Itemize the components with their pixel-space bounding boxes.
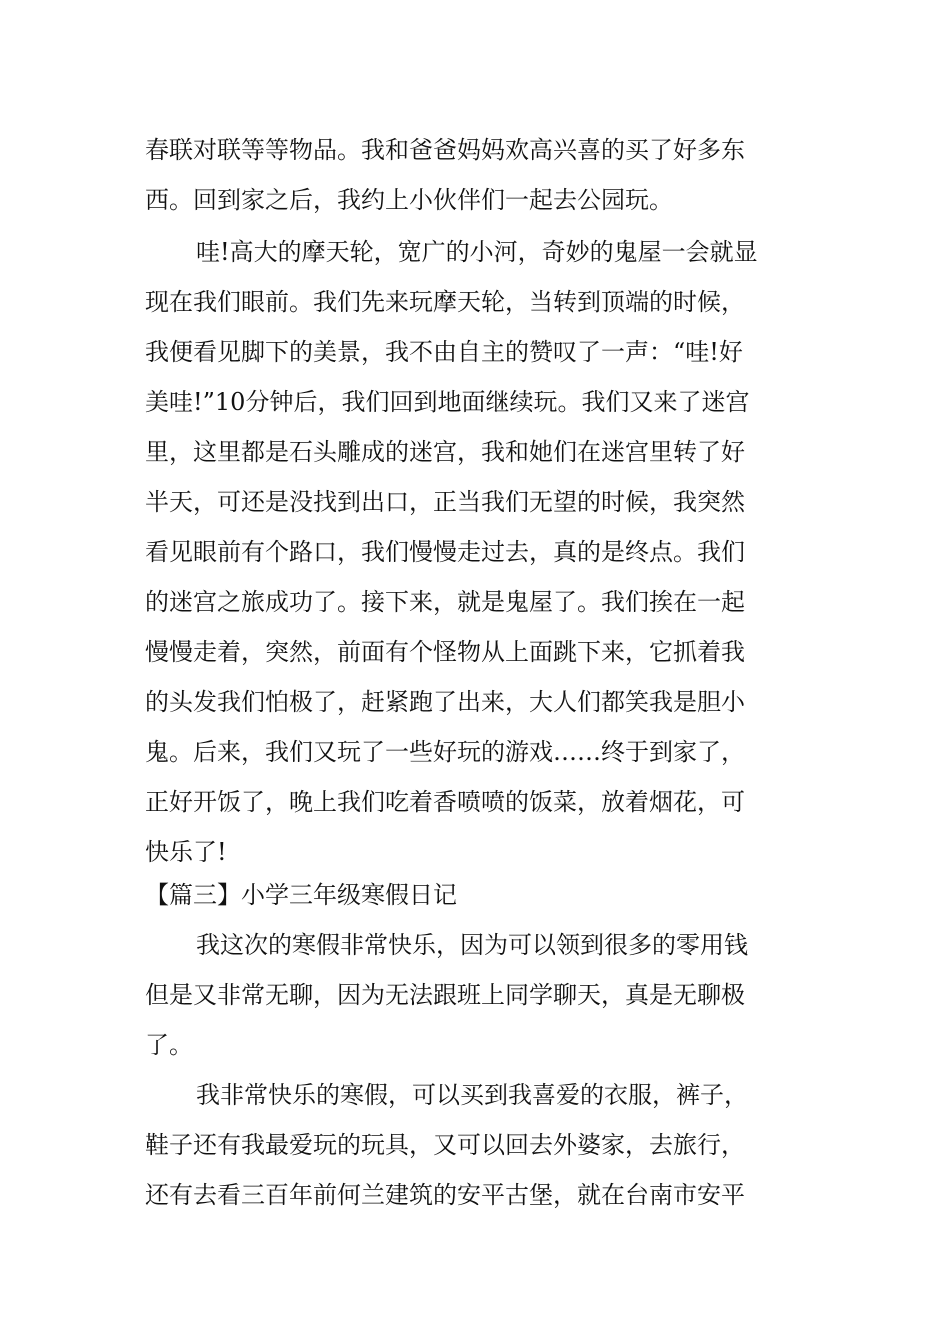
paragraph-winter-break-intro bbox=[145, 920, 810, 1070]
paragraph-line: 还有去看三百年前何兰建筑的安平古堡，就在台南市安平 bbox=[145, 1181, 745, 1209]
paragraph-line: 的头发我们怕极了，赶紧跑了出来，大人们都笑我是胆小 bbox=[145, 688, 745, 716]
paragraph-line: 快乐了! bbox=[145, 838, 227, 866]
section-heading-text: 【篇三】小学三年级寒假日记 bbox=[145, 881, 457, 909]
paragraph-line: 春联对联等等物品。我和爸爸妈妈欢高兴喜的买了好多东 bbox=[145, 136, 745, 164]
paragraph-line: 看见眼前有个路口，我们慢慢走过去，真的是终点。我们 bbox=[145, 538, 745, 566]
paragraph-line: 我这次的寒假非常快乐，因为可以领到很多的零用钱 bbox=[196, 931, 748, 959]
paragraph-line: 西。回到家之后，我约上小伙伴们一起去公园玩。 bbox=[145, 186, 673, 214]
paragraph-line: 但是又非常无聊，因为无法跟班上同学聊天，真是无聊极 bbox=[145, 981, 745, 1009]
paragraph-line: 了。 bbox=[145, 1031, 193, 1059]
paragraph-line: 慢慢走着，突然，前面有个怪物从上面跳下来，它抓着我 bbox=[145, 638, 745, 666]
paragraph-line: 现在我们眼前。我们先来玩摩天轮，当转到顶端的时候， bbox=[145, 288, 745, 316]
paragraph-line: 鞋子还有我最爱玩的玩具，又可以回去外婆家，去旅行， bbox=[145, 1131, 745, 1159]
paragraph-line: 正好开饭了，晚上我们吃着香喷喷的饭菜，放着烟花，可 bbox=[145, 788, 745, 816]
paragraph-line: 我非常快乐的寒假，可以买到我喜爱的衣服，裤子， bbox=[196, 1081, 748, 1109]
paragraph-amusement-park bbox=[145, 227, 810, 877]
section-heading bbox=[145, 870, 810, 920]
paragraph-line: 美哇!”10分钟后，我们回到地面继续玩。我们又来了迷宫 bbox=[145, 388, 750, 416]
paragraph-line: 里，这里都是石头雕成的迷宫，我和她们在迷宫里转了好 bbox=[145, 438, 745, 466]
paragraph-line: 半天，可还是没找到出口，正当我们无望的时候，我突然 bbox=[145, 488, 745, 516]
paragraph-line: 我便看见脚下的美景，我不由自主的赞叹了一声：“哇!好 bbox=[145, 338, 743, 366]
paragraph-winter-break-activities bbox=[145, 1070, 810, 1220]
paragraph-continued bbox=[145, 125, 810, 225]
paragraph-line: 的迷宫之旅成功了。接下来，就是鬼屋了。我们挨在一起 bbox=[145, 588, 745, 616]
paragraph-line: 鬼。后来，我们又玩了一些好玩的游戏……终于到家了， bbox=[145, 738, 745, 766]
paragraph-line: 哇!高大的摩天轮，宽广的小河，奇妙的鬼屋一会就显 bbox=[196, 238, 758, 266]
